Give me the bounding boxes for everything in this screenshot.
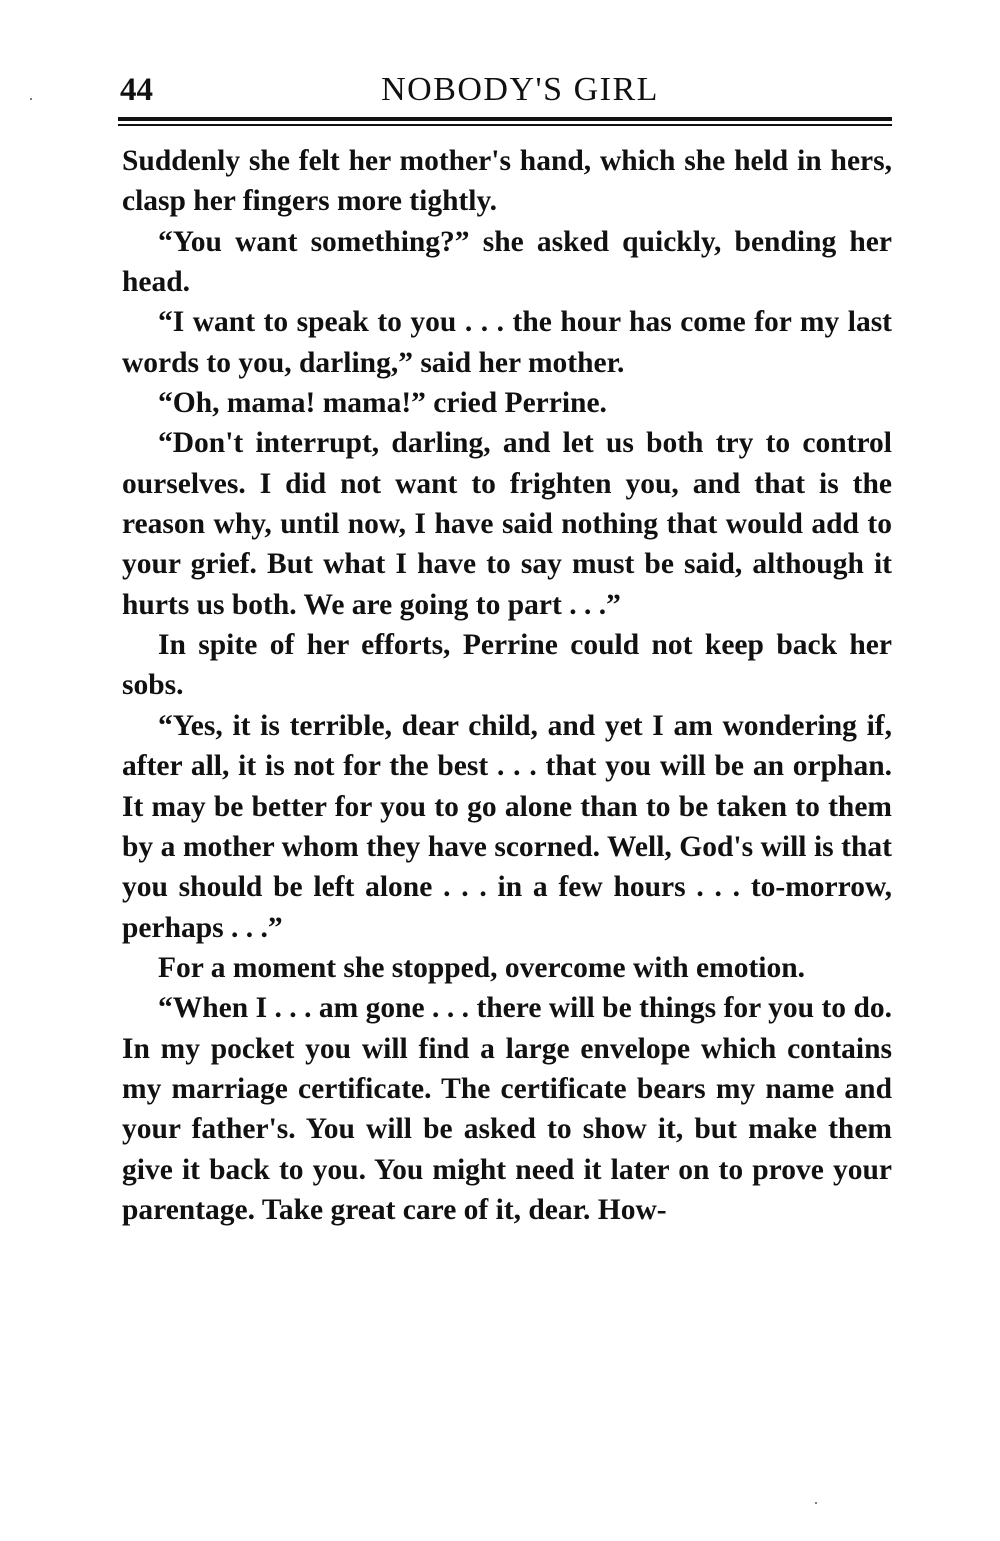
paper-speck (30, 98, 32, 100)
paper-speck (815, 1502, 817, 1504)
header-rule-thick (118, 117, 892, 121)
paragraph: “When I . . . am gone . . . there will be things for you to do. In my pocket you will find a large envelope which contains my marriage certificate. The certificate bears my name and your father's. You will be asked to show it, but make them give it back to you. You might need it later on to prove your parentage. Take great care of it, dear. How- (122, 992, 892, 1226)
paragraph: In spite of her efforts, Perrine could not keep back her sobs. (122, 629, 892, 702)
paragraph: “Don't interrupt, darling, and let us both try to control ourselves. I did not want to frighten you, and that is the reason why, until now, I have said nothing that would add to your grief. But what I have to say must be said, although it hurts us both. We are going to part . . .” (122, 427, 892, 621)
paragraph: “You want something?” she asked quickly, bending her head. (122, 225, 892, 299)
paragraph: For a moment she stopped, overcome with emotion. (158, 951, 806, 984)
running-title: NOBODY'S GIRL (381, 71, 659, 108)
page-header (118, 70, 892, 110)
page-number: 44 (120, 72, 153, 108)
body-text (122, 141, 892, 1230)
paragraph: “Oh, mama! mama!” cried Perrine. (158, 387, 607, 420)
header-rule-thin (118, 124, 892, 126)
paragraph: “I want to speak to you . . . the hour has come for my last words to you, darling,” said her mother. (122, 306, 892, 379)
paragraph: Suddenly she felt her mother's hand, which she held in hers, clasp her fingers more tightly. (122, 145, 892, 218)
paragraph: “Yes, it is terrible, dear child, and yet I am wondering if, after all, it is not for the best . . . that you will be an orphan. It may be better for you to go alone than to be taken to them by a mother whom they have scorned. Well, God's will is that you should be left alone . . . in a few hours . . . to-morrow, perhaps . . .” (122, 709, 892, 944)
